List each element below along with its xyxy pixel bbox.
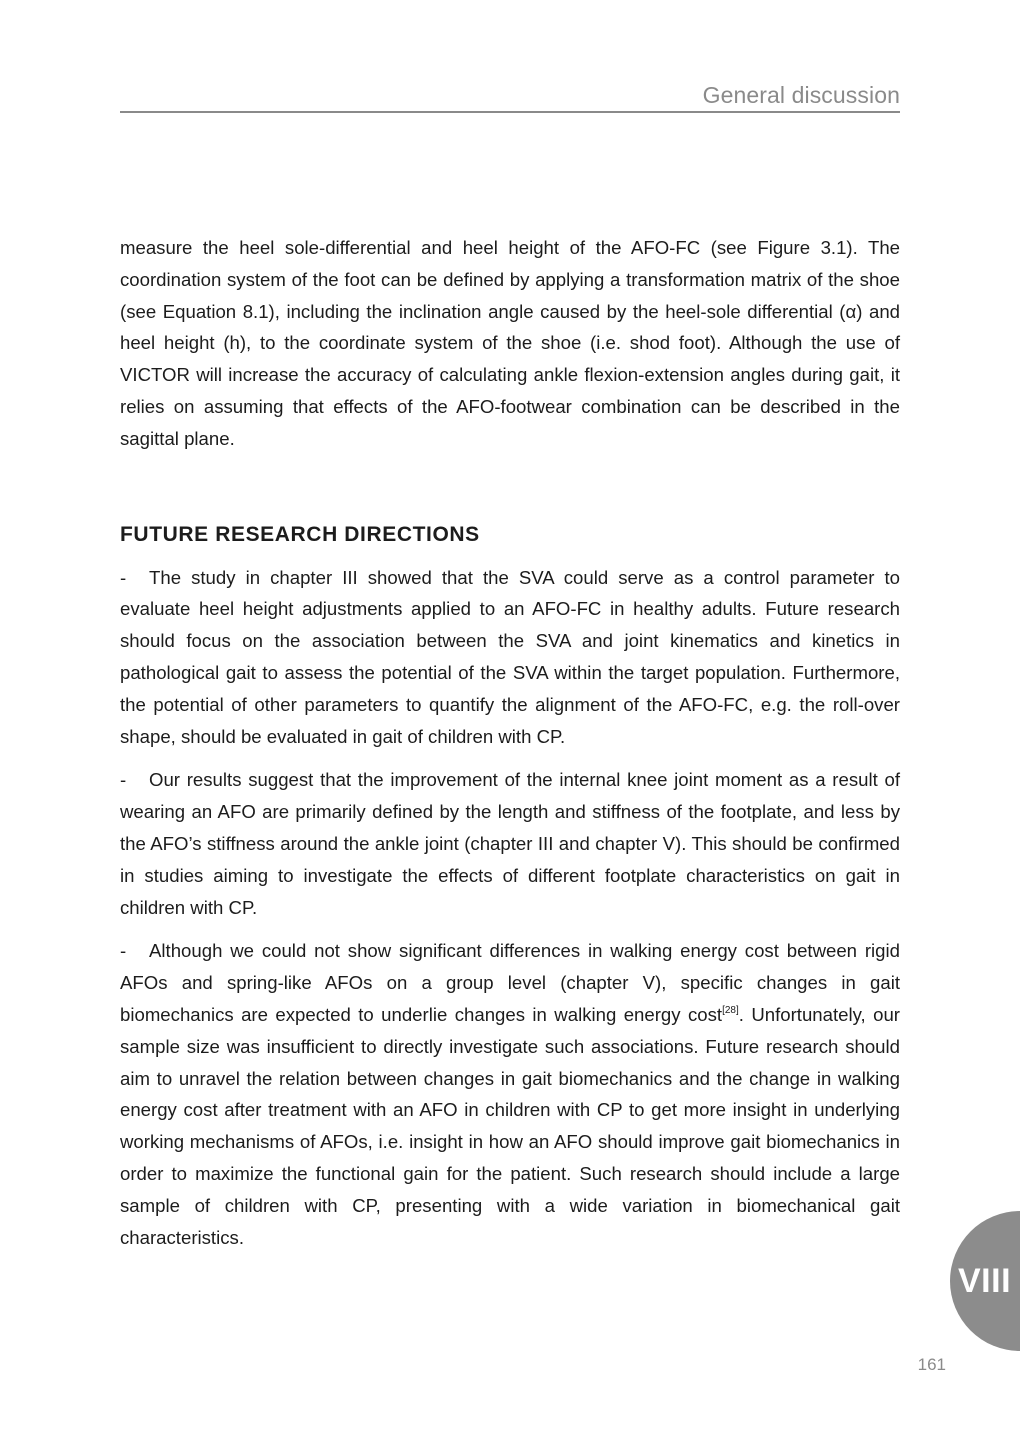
citation-reference: [28] — [722, 1004, 739, 1016]
list-marker: - — [120, 940, 127, 962]
list-marker: - — [120, 769, 127, 791]
chapter-tab-label: VIII — [958, 1262, 1012, 1300]
list-marker: - — [120, 566, 127, 588]
research-direction-item — [120, 562, 900, 753]
page-body — [120, 232, 900, 1265]
research-direction-item — [120, 764, 900, 923]
item-text: Our results suggest that the improvement of the internal knee joint moment as a result of wearing an AFO are primarily defined by the length and stiffness of the footplate, and less by the AFO’s stiffness around the ankle joint (chapter III and chapter V). This should be confirmed in studies aiming to investigate the effects of different footplate characteristics on gait in children with CP. — [120, 769, 900, 918]
item-text: Although we could not show significant differences in walking energy cost between rigid AFOs and spring-like AFOs on a group level (chapter V), specific changes in gait biomechanics are expected to underlie changes in walking energy cost — [120, 940, 900, 1025]
item-text: The study in chapter III showed that the SVA could serve as a control parameter to evaluate heel height adjustments applied to an AFO-FC in healthy adults. Future research should focus on the association between the SVA and joint kinematics and kinetics in pathological gait to assess the potential of the SVA within the target population. Furthermore, the potential of other parameters to quantify the alignment of the AFO-FC, e.g. the roll-over shape, should be evaluated in gait of children with CP. — [120, 566, 900, 747]
running-title: General discussion — [702, 82, 900, 108]
continued-paragraph: measure the heel sole-differential and heel height of the AFO-FC (see Figure 3.1). The coordination system of the foot can be defined by applying a transformation matrix of the shoe (see Equation 8.1), including the inclination angle caused by the heel-sole differential (α) and heel height (h), to the coordinate system of the shoe (i.e. shod foot). Although the use of VICTOR will increase the accuracy of calculating ankle flexion-extension angles during gait, it relies on assuming that effects of the AFO-footwear combination can be described in the sagittal plane. — [120, 237, 900, 449]
chapter-tab — [950, 1211, 1020, 1351]
running-header — [120, 80, 900, 113]
section-heading: FUTURE RESEARCH DIRECTIONS — [120, 522, 480, 546]
page-number: 161 — [917, 1355, 946, 1374]
research-direction-item — [120, 935, 900, 1253]
item-text-continued: . Unfortunately, our sample size was insufficient to directly investigate such associations. Future research should aim to unravel the relation between changes in gait biomechanics and the change in walking energy cost after treatment with an AFO in children with CP to get more insight in underlying working mechanisms of AFOs, i.e. insight in how an AFO should improve gait biomechanics in order to maximize the functional gain for the patient. Such research should include a large sample of children with CP, presenting with a wide variation in biomechanical gait characteristics. — [120, 1003, 900, 1248]
